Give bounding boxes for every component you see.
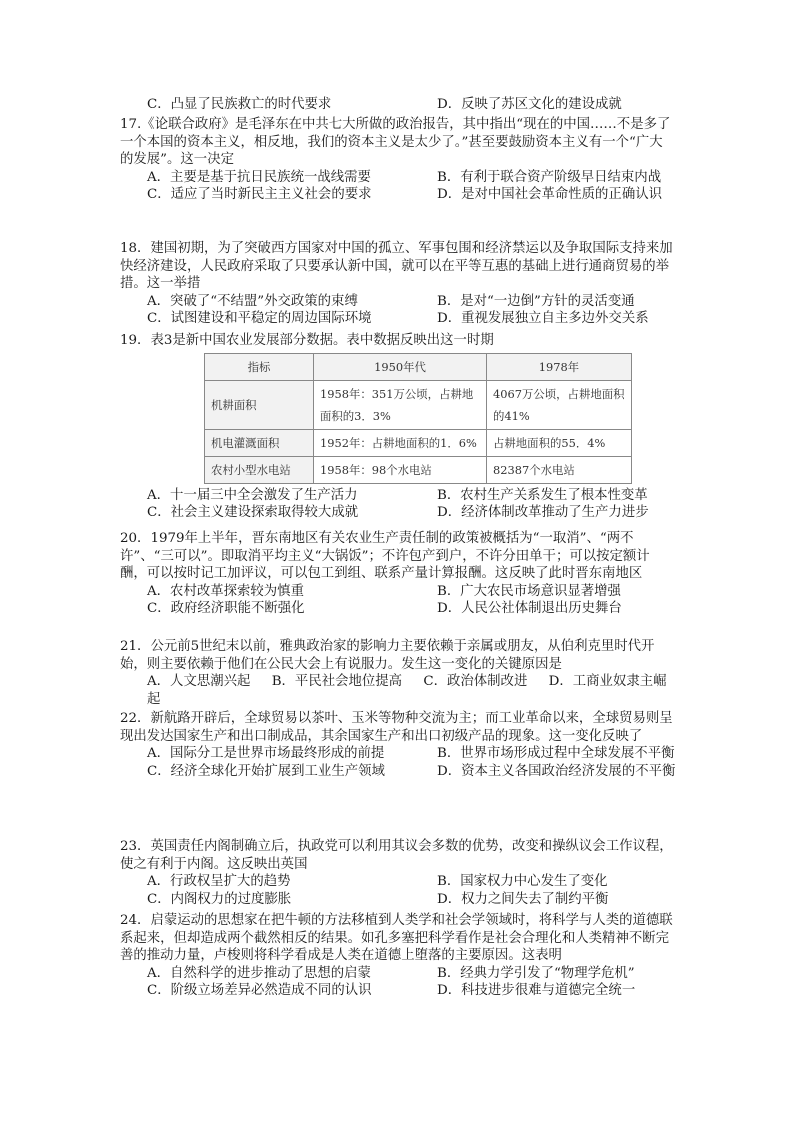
question-24 [120,912,675,1000]
question-stem: 公元前5世纪末以前，雅典政治家的影响力主要依赖于亲属或朋友，从伯利克里时代开始，则主要依赖于他们在公民大会上有说服力。发生这一变化的关键原因是 [120,639,655,672]
option-b: B．世界市场形成过程中全球发展不平衡 [437,746,675,762]
option-b: B．广大农民市场意识显著增强 [437,583,621,599]
data-table [204,353,632,484]
table-header-cell: 1950年代 [314,353,487,380]
option-c: C．政治体制改进 [423,674,528,690]
option-d: D．是对中国社会革命性质的正确认识 [437,187,662,203]
option-a: A．人文思潮兴起 [147,674,251,690]
option-a: A．主要是基于抗日民族统一战线需要 [147,169,371,185]
option-b: B．有利于联合资产阶级早日结束内战 [437,169,662,185]
table-header-row [205,353,632,380]
question-stem: 1979年上半年，晋东南地区有关农业生产责任制的政策被概括为“一取消”、“两不许”、“三可以”。即取消平均主义“大锅饭”；不许包产到户，不许分田单干；可以按定额计酬，可以按时记工加评议，可以包工到组、联系产量计算报酬。这反映了此时晋东南地区 [120,531,650,582]
option-b: B．国家权力中心发生了变化 [437,874,608,890]
table-header-cell: 指标 [205,353,314,380]
table-cell: 机电灌溉面积 [205,429,314,456]
option-d: D．资本主义各国政治经济发展的不平衡 [437,763,676,779]
option-c: C．阶级立场差异必然造成不同的认识 [147,983,372,999]
question-18 [120,240,675,328]
question-22 [120,710,675,780]
option-a: A．农村改革探索较为慎重 [147,583,304,599]
question-number: 18． [120,241,151,256]
question-17 [120,116,675,204]
option-c: C．经济全球化开始扩展到工业生产领域 [147,763,385,779]
option-d: D．经济体制改革推动了生产力进步 [437,505,649,521]
table-cell: 1952年：占耕地面积的1．6% [314,429,487,456]
table-row [205,380,632,429]
table-cell: 4067万公顷，占耕地面积的41% [487,380,632,429]
option-c: C．内阁权力的过度膨胀 [147,891,292,907]
option-c: C．政府经济职能不断强化 [147,601,305,617]
question-number: 24． [120,913,151,928]
table-cell: 农村小型水电站 [205,456,314,483]
question-16-tail [120,96,675,114]
question-number: 20． [120,531,151,546]
option-d: D．权力之间失去了制约平衡 [437,891,609,907]
option-d: D．工商业奴隶主崛起 [147,674,667,707]
question-21 [120,638,675,708]
option-c: C．凸显了民族救亡的时代要求 [147,97,332,112]
option-d: D．人民公社体制退出历史舞台 [437,601,622,617]
table-cell: 82387个水电站 [487,456,632,483]
question-number: 22． [120,711,151,726]
question-stem: 表3是新中国农业发展部分数据。表中数据反映出这一时期 [150,333,494,348]
option-b: B．是对“一边倒”方针的灵活变通 [437,293,635,309]
question-stem: 《论联合政府》是毛泽东在中共七大所做的政治报告，其中指出“现在的中国……不是多了一个本国的资本主义，相反地，我们的资本主义是太少了。”甚至要鼓励资本主义有一个“广大的发展”。这一决定 [120,117,671,168]
option-a: A．自然科学的进步推动了思想的启蒙 [147,965,371,981]
table-cell: 1958年：98个水电站 [314,456,487,483]
table-row [205,456,632,483]
option-b: B．平民社会地位提高 [271,674,403,690]
table-row [205,429,632,456]
option-c: C．试图建设和平稳定的周边国际环境 [147,311,372,327]
question-stem: 启蒙运动的思想家在把牛顿的方法移植到人类学和社会学领域时，将科学与人类的道德联系起来，但却造成两个截然相反的结果。如孔多塞把科学看作是社会合理化和人类精神不断完善的推动力量，卢梭则将科学看成是人类在道德上堕落的主要原因。这表明 [120,913,673,964]
option-a: A．行政权呈扩大的趋势 [147,874,291,890]
option-d: D．科技进步很难与道德完全统一 [437,983,636,999]
table-cell: 1958年：351万公顷，占耕地面积的3．3% [314,380,487,429]
question-19 [120,332,675,522]
question-number: 17. [120,117,142,132]
question-stem: 新航路开辟后，全球贸易以茶叶、玉米等物种交流为主；而工业革命以来，全球贸易则呈现出发达国家生产和出口制成品，其余国家生产和出口初级产品的现象。这一变化反映了 [120,711,673,744]
question-number: 19． [120,333,151,348]
option-c: C．适应了当时新民主主义社会的要求 [147,187,372,203]
option-d: D．重视发展独立自主多边外交关系 [437,311,649,327]
option-a: A．突破了“不结盟”外交政策的束缚 [147,293,358,309]
table-cell: 机耕面积 [205,380,314,429]
table-header-cell: 1978年 [487,353,632,380]
option-a: A．十一届三中全会激发了生产活力 [147,487,358,503]
table-cell: 占耕地面积的55．4% [487,429,632,456]
question-number: 23． [120,839,151,854]
question-stem: 英国责任内阁制确立后，执政党可以利用其议会多数的优势，改变和操纵议会工作议程，使之有利于内阁。这反映出英国 [120,839,673,872]
question-23 [120,838,675,908]
question-stem: 建国初期，为了突破西方国家对中国的孤立、军事包围和经济禁运以及争取国际支持来加快经济建设，人民政府采取了只要承认新中国，就可以在平等互惠的基础上进行通商贸易的举措。这一举措 [120,241,673,292]
option-a: A．国际分工是世界市场最终形成的前提 [147,746,385,762]
question-number: 21． [120,639,151,654]
option-b: B．经典力学引发了“物理学危机” [437,965,635,981]
option-b: B．农村生产关系发生了根本性变革 [437,487,648,503]
question-20 [120,530,675,618]
option-c: C．社会主义建设探索取得较大成就 [147,505,359,521]
option-d: D．反映了苏区文化的建设成就 [437,97,622,112]
